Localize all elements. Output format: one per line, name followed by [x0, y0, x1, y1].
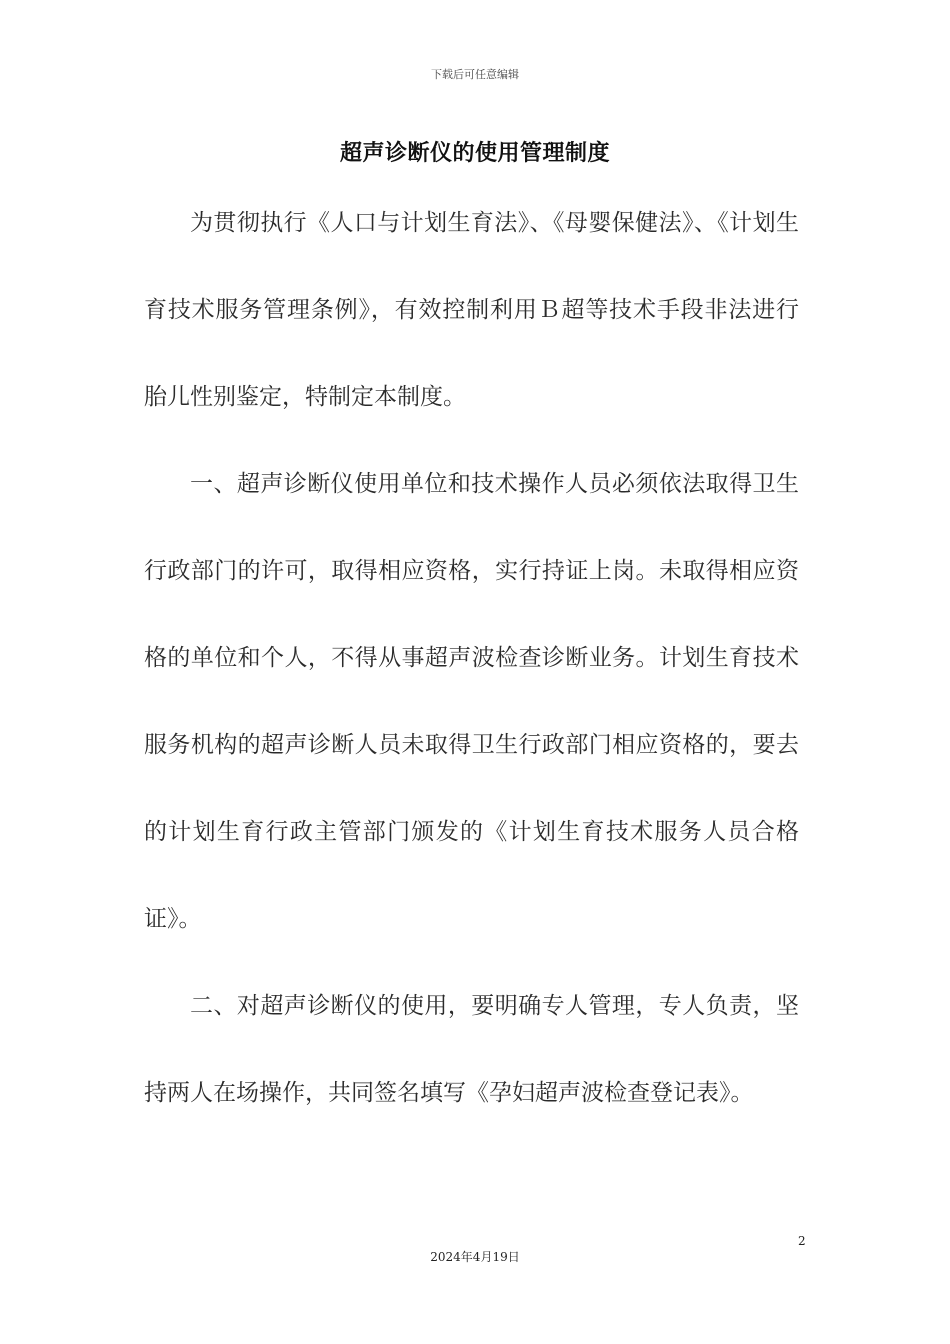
paragraph-section-1: 一、超声诊断仪使用单位和技术操作人员必须依法取得卫生行政部门的许可，取得相应资格，实行持证上岗。未取得相应资格的单位和个人，不得从事超声波检查诊断业务。计划生育技术服务机构的超声诊断人员未取得卫生行政部门相应资格的，要去的计划生育行政主管部门颁发的《计划生育技术服务人员合格证》。 — [144, 471, 799, 932]
document-body — [144, 180, 799, 1137]
header-note: 下载后可任意编辑 — [431, 68, 519, 81]
document-title: 超声诊断仪的使用管理制度 — [339, 141, 610, 166]
page-number: 2 — [798, 1234, 806, 1248]
paragraph-section-2: 二、对超声诊断仪的使用，要明确专人管理，专人负责，坚持两人在场操作，共同签名填写《孕妇超声波检查登记表》。 — [144, 993, 799, 1106]
footer-date: 2024年4月19日 — [430, 1250, 520, 1264]
paragraph-intro: 为贯彻执行《人口与计划生育法》、《母婴保健法》、《计划生育技术服务管理条例》，有效控制利用Ｂ超等技术手段非法进行胎儿性别鉴定，特制定本制度。 — [144, 210, 799, 410]
